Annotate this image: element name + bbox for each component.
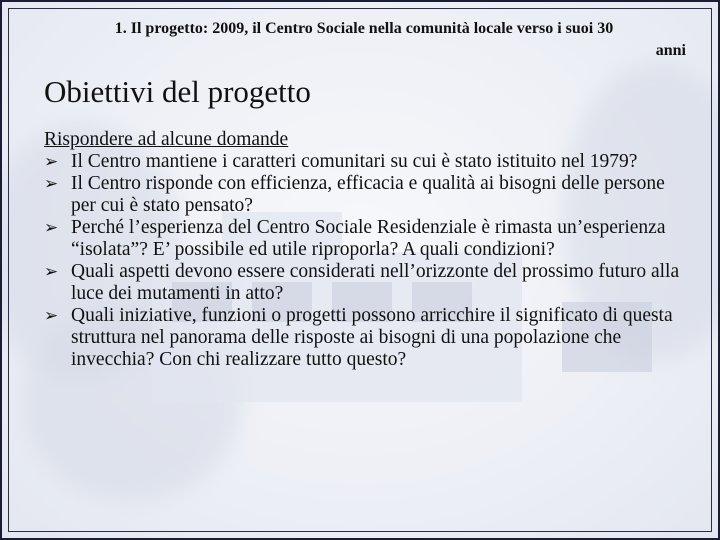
list-item-text: Quali iniziative, funzioni o progetti possono arricchire il significato di questa struttura nel panorama delle risposte ai bisogni di una popolazione che invecchia? Con chi realizzare tutto questo? [71,305,673,370]
arrow-right-icon: ➢ [44,306,59,326]
list-item [44,151,684,173]
arrow-right-icon: ➢ [44,262,59,282]
slide [2,2,718,538]
slide-content [44,129,684,371]
list-item [44,305,684,371]
list-item [44,173,684,217]
header-line-1: 1. Il progetto: 2009, il Centro Sociale nella comunità locale verso i suoi 30 [114,20,614,37]
slide-header [42,18,686,62]
slide-title: Obiettivi del progetto [44,74,311,109]
list-item-text: Quali aspetti devono essere considerati nell’orizzonte del prossimo futuro alla luce dei mutamenti in atto? [71,261,680,304]
header-line-2: anni [655,42,686,59]
list-item-text: Perché l’esperienza del Centro Sociale Residenziale è rimasta un’esperienza “isolata”? E’ possibile ed utile riproporla? A quali condizioni? [71,217,666,260]
arrow-right-icon: ➢ [44,218,59,238]
list-item [44,217,684,261]
list-item-text: Il Centro mantiene i caratteri comunitari su cui è stato istituito nel 1979? [71,151,638,172]
list-item-text: Il Centro risponde con efficienza, efficacia e qualità ai bisogni delle persone per cui è stato pensato? [71,173,665,216]
intro-text: Rispondere ad alcune domande [44,129,289,150]
arrow-right-icon: ➢ [44,152,59,172]
arrow-right-icon: ➢ [44,174,59,194]
list-item [44,261,684,305]
